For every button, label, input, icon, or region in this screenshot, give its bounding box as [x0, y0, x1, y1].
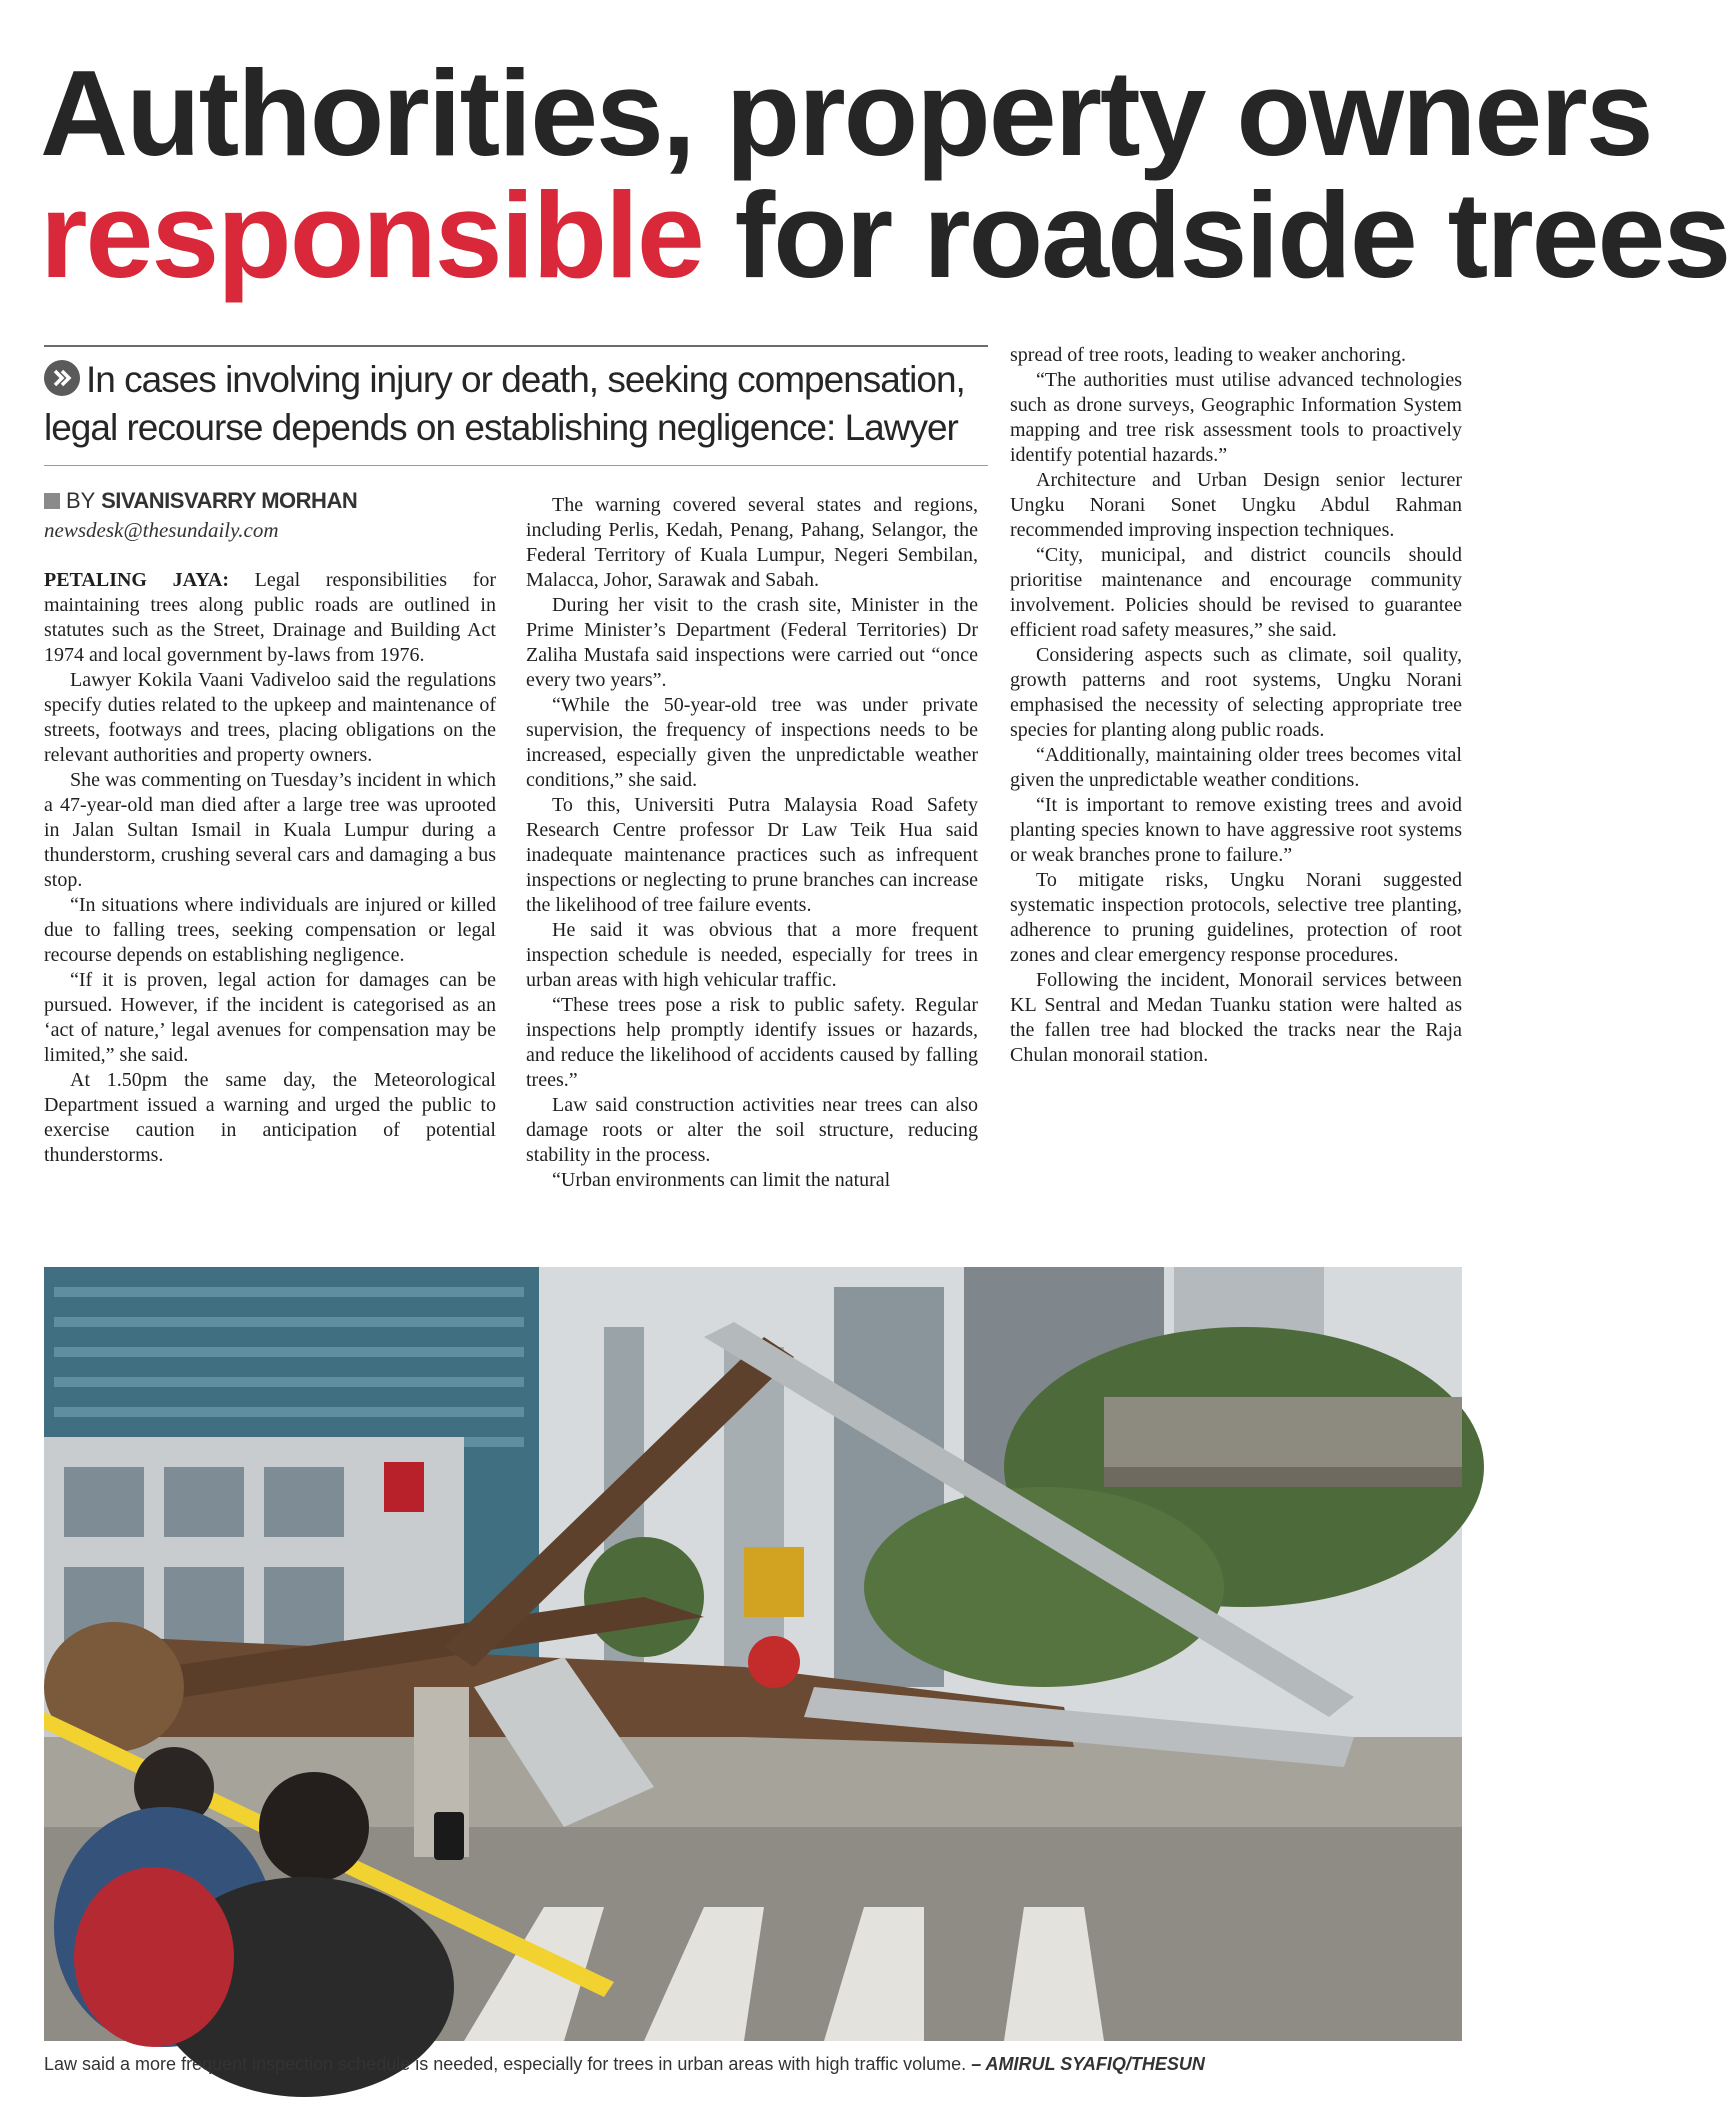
paragraph: Following the incident, Monorail services between KL Sentral and Medan Tuanku station were halted as the fallen tree had blocked the tracks near the Raja Chulan monorail station. — [1010, 969, 1462, 1066]
byline-prefix: BY — [66, 488, 102, 513]
paragraph: At 1.50pm the same day, the Meteorological Department issued a warning and urged the public to exercise caution in anticipation of potential thunderstorms. — [44, 1069, 496, 1166]
paragraph: Considering aspects such as climate, soil quality, growth patterns and root systems, Ungku Norani emphasised the necessity of selecting appropriate tree species for planting along public roads. — [1010, 644, 1462, 741]
paragraph: To this, Universiti Putra Malaysia Road Safety Research Centre professor Dr Law Teik Hua said inadequate maintenance practices such as infrequent inspections or neglecting to prune branches can increase the likelihood of tree failure events. — [526, 794, 978, 916]
paragraph: “In situations where individuals are injured or killed due to falling trees, seeking compensation or legal recourse depends on establishing negligence. — [44, 894, 496, 966]
article-column-3 — [1010, 343, 1462, 1068]
byline-row — [44, 488, 484, 514]
headline-line-2 — [40, 167, 1729, 303]
paragraph: The warning covered several states and regions, including Perlis, Kedah, Penang, Pahang, Selangor, the Federal Territory of Kuala Lumpur, Negeri Sembilan, Malacca, Johor, Sarawak and Sabah. — [526, 494, 978, 591]
paragraph: “If it is proven, legal action for damages can be pursued. However, if the incident is categorised as an ‘act of nature,’ legal avenues for compensation may be limited,” she said. — [44, 969, 496, 1066]
caption-text: Law said a more frequent inspection schedule is needed, especially for trees in urban areas with high traffic volume. — [44, 2054, 972, 2074]
paragraph: “It is important to remove existing trees and avoid planting species known to have aggressive root systems or weak branches prone to failure.” — [1010, 794, 1462, 866]
author-name: SIVANISVARRY MORHAN — [101, 488, 358, 513]
paragraph: “Urban environments can limit the natural — [552, 1169, 891, 1191]
standfirst-line-1 — [44, 356, 988, 404]
paragraph: Law said construction activities near trees can also damage roots or alter the soil structure, reducing stability in the process. — [526, 1094, 978, 1166]
paragraph: “Additionally, maintaining older trees becomes vital given the unpredictable weather conditions. — [1010, 744, 1462, 791]
byline — [44, 488, 484, 543]
headline — [40, 45, 1729, 303]
paragraph: “City, municipal, and district councils should prioritise maintenance and encourage community involvement. Policies should be revised to guarantee efficient road safety measures,” she said. — [1010, 544, 1462, 641]
paragraph-text: Legal responsibilities for maintaining trees along public roads are outlined in statutes such as the Street, Drainage and Building Act 1974 and local government by-laws from 1976. — [44, 569, 496, 666]
article-column-2 — [526, 493, 978, 1193]
photo-credit: – AMIRUL SYAFIQ/THESUN — [971, 2054, 1205, 2074]
paragraph: He said it was obvious that a more frequent inspection schedule is needed, especially for trees in urban areas with high vehicular traffic. — [526, 919, 978, 991]
paragraph: “The authorities must utilise advanced technologies such as drone surveys, Geographic Information System mapping and tree risk assessment tools to proactively identify potential hazards.” — [1010, 369, 1462, 466]
paragraph: To mitigate risks, Ungku Norani suggested systematic inspection protocols, selective tree planting, adherence to pruning guidelines, protection of root zones and clear emergency response procedures. — [1010, 869, 1462, 966]
byline-square-icon — [44, 493, 60, 509]
paragraph — [44, 568, 496, 668]
headline-line-2-rest: for roadside trees — [702, 167, 1729, 303]
standfirst-divider — [44, 465, 988, 466]
standfirst-line-2: legal recourse depends on establishing negligence: Lawyer — [44, 407, 958, 448]
fallen-tree-photo-illustration — [44, 1267, 1462, 2041]
paragraph: Architecture and Urban Design senior lecturer Ungku Norani Sonet Ungku Abdul Rahman recommended improving inspection techniques. — [1010, 469, 1462, 541]
paragraph: spread of tree roots, leading to weaker anchoring. — [1010, 344, 1406, 366]
photo-caption — [44, 2054, 1462, 2075]
headline-line-1: Authorities, property owners — [40, 45, 1652, 181]
standfirst-text-1: In cases involving injury or death, seeking compensation, — [86, 359, 965, 400]
author-email: newsdesk@thesundaily.com — [44, 518, 279, 542]
paragraph: Lawyer Kokila Vaani Vadiveloo said the regulations specify duties related to the upkeep and maintenance of streets, footways and trees, placing obligations on the relevant authorities and property owners. — [44, 669, 496, 766]
dateline: PETALING JAYA: — [44, 569, 229, 591]
paragraph: “While the 50-year-old tree was under private supervision, the frequency of inspections needs to be increased, especially given the unpredictable weather conditions,” she said. — [526, 694, 978, 791]
double-chevron-right-icon — [44, 360, 80, 396]
top-divider — [44, 345, 988, 347]
paragraph: During her visit to the crash site, Minister in the Prime Minister’s Department (Federal Territories) Dr Zaliha Mustafa said inspections were carried out “once every two years”. — [526, 594, 978, 691]
paragraph: She was commenting on Tuesday’s incident in which a 47-year-old man died after a large tree was uprooted in Jalan Sultan Ismail in Kuala Lumpur during a thunderstorm, crushing several cars and damaging a bus stop. — [44, 769, 496, 891]
article-column-1 — [44, 568, 496, 1168]
headline-highlight: responsible — [40, 167, 703, 303]
paragraph: “These trees pose a risk to public safety. Regular inspections help promptly identify issues or hazards, and reduce the likelihood of accidents caused by falling trees.” — [526, 994, 978, 1091]
news-photo — [44, 1267, 1462, 2041]
standfirst — [44, 356, 988, 452]
